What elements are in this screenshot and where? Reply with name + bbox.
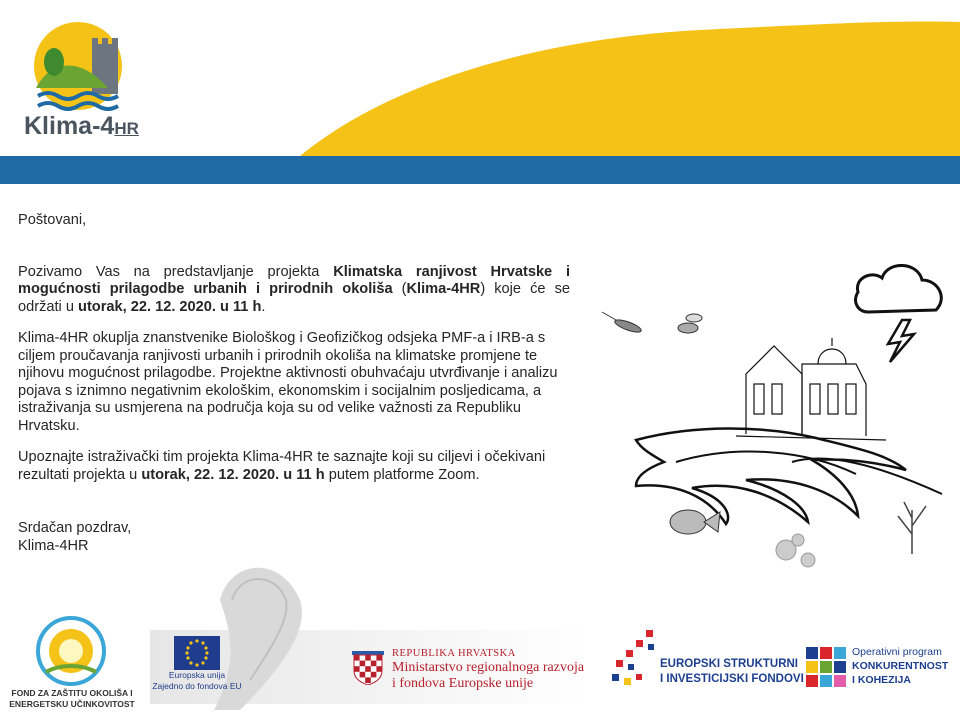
waves-icon xyxy=(636,429,942,525)
cloud-icon xyxy=(856,265,942,312)
event-date: utorak, 22. 12. 2020. u 11 h xyxy=(78,298,262,315)
project-title: Klimatska ranjivost Hrvatske i mogućnosti prilagodbe urbanih i prirodnih okoliša xyxy=(18,263,571,297)
op-label: Operativni program KONKURENTNOST I KOHEZIJA xyxy=(852,646,949,686)
fund-sun-logo-icon xyxy=(36,616,106,686)
fund-label: FOND ZA ZAŠTITU OKOLIŠA I ENERGETSKU UČINKOVITOST xyxy=(9,688,135,709)
climate-illustration xyxy=(596,254,946,584)
description-paragraph: Klima-4HR okuplja znanstvenike Biološkog i Geofizičkog odsjeka PMF-a i IRB-a s ciljem proučavanja ranjivosti urbanih i prirodnih okoliša na klimatske promjene te njihovu mogućnost prilagodbe. Projektne aktivnosti obuhvaćaju utvrđivanje i analizu pojava s iznimno negativnim ekološkim, ekonomskim i socijalnim posljedicama, a istraživanja su usmjerena na područja koja su od velike važnosti za Republiku Hrvatsku. xyxy=(18,330,558,434)
building-icon xyxy=(736,338,886,440)
closing: Srdačan pozdrav, xyxy=(18,520,132,536)
esif-squares-logo-icon xyxy=(612,630,660,690)
footer-curl-banner xyxy=(0,560,960,720)
insects-icon xyxy=(602,312,702,335)
op-mosaic-logo-icon xyxy=(806,647,846,687)
intro-paragraph: Pozivamo Vas na predstavljanje projekta Klimatska ranjivost Hrvatske i mogućnosti prilagodbe urbanih i prirodnih okoliša (Klima-4HR) koje će se održati u utorak, 22. 12. 2020. u 11 h. xyxy=(18,263,571,315)
invite-paragraph: Upoznajte istraživački tim projekta Klima-4HR te saznajte koji su ciljevi i očekivani rezultati projekta u utorak, 22. 12. 2020. u 11 h putem platforme Zoom. xyxy=(18,449,546,483)
croatian-crest-icon xyxy=(352,645,384,685)
yellow-wave xyxy=(300,21,960,156)
lightning-icon xyxy=(888,320,914,362)
eu-flag-icon xyxy=(174,636,220,670)
ministry-label: REPUBLIKA HRVATSKA Ministarstvo regionalnoga razvoja i fondova Europske unije xyxy=(392,648,585,691)
fish-icon xyxy=(670,510,720,534)
blue-stripe xyxy=(0,156,960,184)
greeting: Poštovani, xyxy=(18,212,87,228)
esif-label: EUROPSKI STRUKTURNI I INVESTICIJSKI FONDOVI xyxy=(660,658,804,685)
logo-wordmark: Klima-4HR xyxy=(24,112,139,140)
event-date-repeat: utorak, 22. 12. 2020. u 11 h xyxy=(141,466,325,483)
project-acronym: Klima-4HR xyxy=(406,281,481,297)
signature: Klima-4HR xyxy=(18,537,89,554)
letter-body xyxy=(18,212,570,555)
coral-icon xyxy=(898,502,926,554)
eu-logo: Europska unija Zajedno do fondova EU xyxy=(152,636,242,692)
